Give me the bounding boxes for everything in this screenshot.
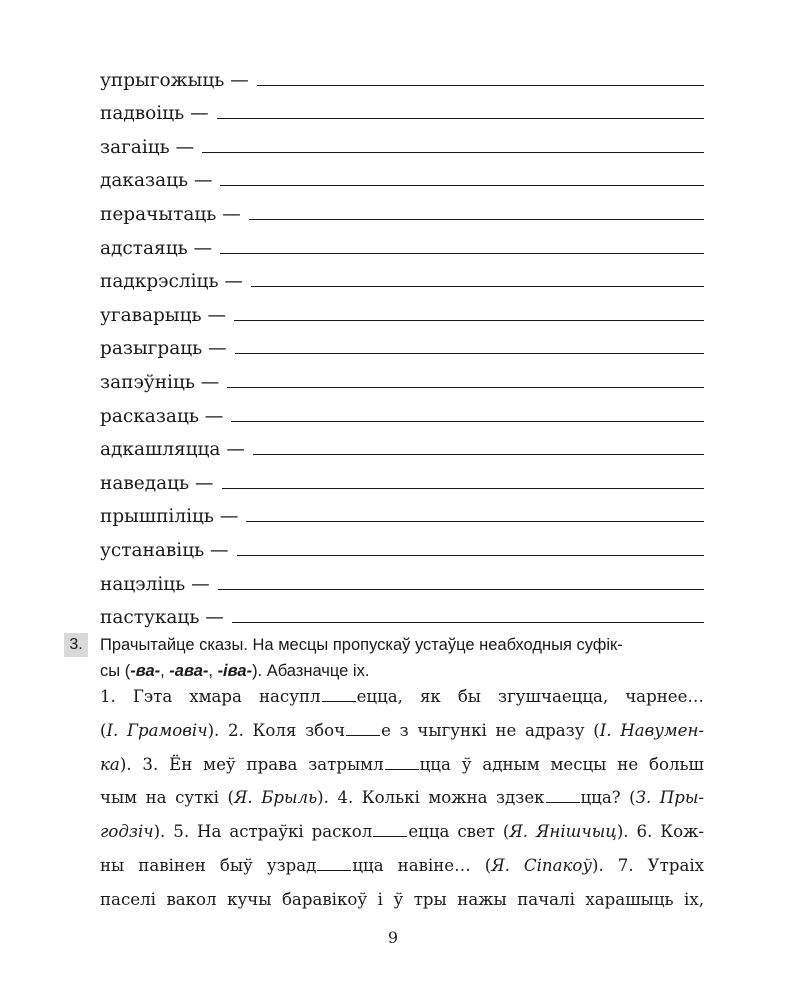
verb-prompt: запэўніць — [100, 371, 220, 393]
suffix-va: -ва- [130, 662, 161, 680]
instruction-text: сы ( [100, 662, 131, 680]
exercise-row [100, 461, 704, 495]
passage-text: 1. Гэта хмара насупл [100, 687, 321, 706]
author-citation: І. Навумен- [599, 720, 704, 740]
passage-text: ( [100, 720, 107, 740]
verb-prompt: адстаяць — [100, 237, 213, 259]
verb-prompt: падкрэсліць — [100, 271, 243, 293]
passage-line [100, 815, 704, 849]
passage-text: чым на суткі ( [100, 788, 234, 808]
instruction-text: ). Абазначце іх. [252, 662, 370, 680]
passage-line [100, 714, 704, 748]
passage-text: е з чыгункі не адразу ( [381, 720, 600, 740]
exercise-passage [100, 680, 704, 917]
verb-prompt: упрыгожыць — [100, 69, 249, 91]
verb-prompt: загаіць — [100, 136, 195, 158]
fill-blank[interactable] [346, 721, 380, 736]
passage-line [100, 680, 704, 714]
verb-prompt: наведаць — [100, 472, 214, 494]
verb-prompt: перачытаць — [100, 203, 241, 225]
exercise-row [100, 360, 704, 394]
verb-prompt: разыграць — [100, 338, 227, 360]
author-citation: ка [100, 754, 120, 774]
exercise-row [100, 125, 704, 159]
passage-text: ны павінен быў узрад [100, 855, 317, 875]
exercise-row [100, 192, 704, 226]
fill-blank[interactable] [322, 687, 356, 702]
author-citation: З. Пры- [635, 788, 705, 808]
answer-line[interactable] [220, 253, 704, 254]
exercise-row [100, 58, 704, 92]
answer-line[interactable] [246, 521, 704, 522]
exercise-row [100, 92, 704, 126]
verb-prompt: падвоіць — [100, 103, 209, 125]
fill-blank[interactable] [385, 755, 419, 770]
passage-line: паселі вакол кучы баравікоў і ў тры нажы пачалі харашыць іх, [100, 889, 704, 909]
answer-line[interactable] [249, 219, 704, 220]
verb-prompt: угаварыць — [100, 304, 226, 326]
answer-line[interactable] [237, 555, 704, 556]
verb-prompt: пастукаць — [100, 607, 224, 629]
answer-line[interactable] [251, 286, 704, 287]
exercise-row [100, 495, 704, 529]
author-citation: годзіч [100, 822, 154, 842]
passage-text: цца? ( [580, 788, 636, 808]
passage-text: ). 2. Коля збоч [207, 720, 346, 740]
answer-line[interactable] [234, 320, 704, 321]
answer-line[interactable] [218, 589, 704, 590]
passage-text: ). 4. Колькі можна здзек [317, 788, 545, 808]
author-citation: І. Грамовіч [106, 720, 208, 740]
task-instruction [100, 632, 623, 684]
answer-line[interactable] [220, 185, 704, 186]
separator: , [160, 662, 170, 680]
exercise-row [100, 596, 704, 630]
verb-prompt: устанавіць — [100, 539, 229, 561]
exercise-row [100, 562, 704, 596]
exercise-word-list [100, 58, 704, 629]
exercise-row [100, 293, 704, 327]
fill-blank[interactable] [317, 856, 351, 871]
exercise-row [100, 394, 704, 428]
exercise-row [100, 428, 704, 462]
author-citation: Я. Янішчыц [509, 822, 617, 842]
instruction-line-1: Прачытайце сказы. На месцы пропускаў устаўце неабходныя суфік- [100, 636, 623, 654]
answer-line[interactable] [227, 387, 704, 388]
passage-text: ). 5. На астраўкі раскол [153, 822, 373, 842]
exercise-row [100, 226, 704, 260]
passage-line [100, 748, 704, 782]
task-3-header [64, 633, 714, 684]
author-citation: Я. Брыль [234, 788, 318, 808]
suffix-ava: -ава- [169, 662, 209, 680]
answer-line[interactable] [253, 454, 704, 455]
answer-line[interactable] [231, 421, 704, 422]
exercise-row [100, 260, 704, 294]
author-citation: Я. Сіпакоў [491, 855, 593, 875]
passage-line [100, 849, 704, 883]
verb-prompt: даказаць — [100, 170, 213, 192]
passage-text: ). 6. Кож- [616, 822, 704, 842]
suffix-iva: -іва- [217, 662, 253, 680]
passage-text: ). 7. Утраіх [592, 855, 705, 875]
exercise-row [100, 159, 704, 193]
answer-line[interactable] [257, 85, 704, 86]
answer-line[interactable] [232, 622, 704, 623]
exercise-row [100, 327, 704, 361]
fill-blank[interactable] [373, 822, 407, 837]
passage-text: цца ў адным месцы не больш [419, 754, 704, 774]
passage-text: ецца свет ( [408, 822, 510, 842]
verb-prompt: прышпіліць — [100, 506, 239, 528]
answer-line[interactable] [217, 118, 704, 119]
verb-prompt: адкашляцца — [100, 439, 245, 461]
answer-line[interactable] [202, 152, 704, 153]
verb-prompt: расказаць — [100, 405, 224, 427]
passage-line [100, 781, 704, 815]
separator: , [208, 662, 218, 680]
passage-text: цца навіне… ( [352, 855, 492, 875]
task-number-badge: 3. [64, 633, 88, 657]
exercise-row [100, 528, 704, 562]
page-number: 9 [387, 928, 399, 947]
answer-line[interactable] [235, 353, 704, 354]
passage-text: ецца, як бы згушчаецца, чарнее… [356, 687, 704, 706]
fill-blank[interactable] [546, 788, 580, 803]
answer-line[interactable] [222, 488, 705, 489]
verb-prompt: нацэліць — [100, 573, 210, 595]
passage-text: ). 3. Ён меў права затрымл [119, 754, 384, 774]
